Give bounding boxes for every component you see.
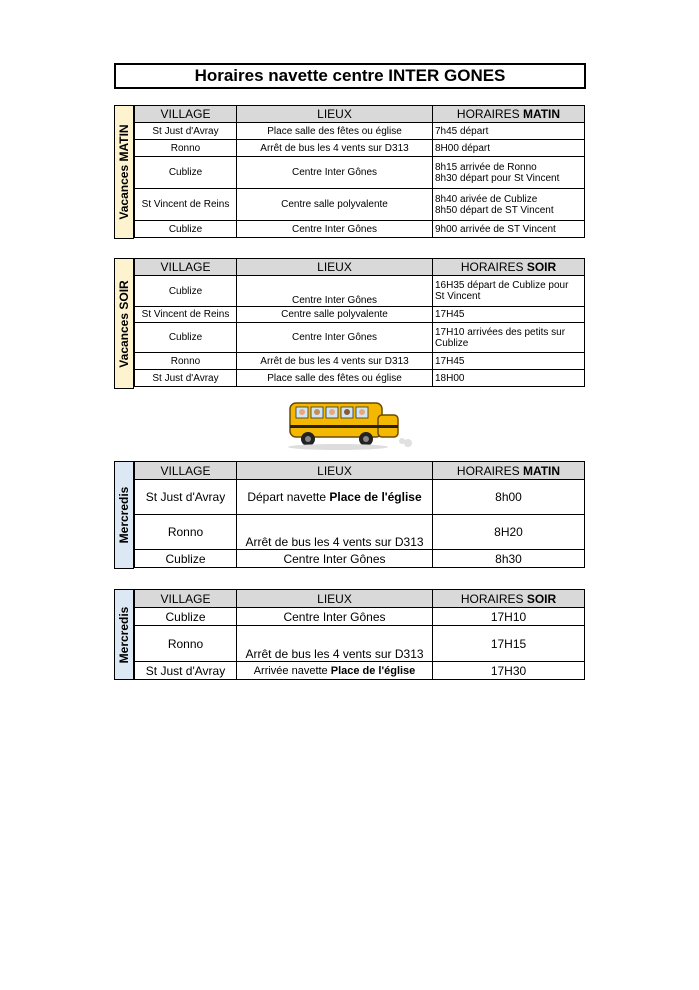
table-row [135, 140, 585, 157]
village-cell: Cublize [135, 276, 237, 307]
table-row [135, 123, 585, 140]
horaire-cell: 9h00 arrivée de ST Vincent [433, 221, 585, 238]
lieu-cell: Centre salle polyvalente [237, 189, 433, 221]
village-cell: Cublize [135, 323, 237, 353]
table-row [135, 662, 585, 680]
table-row [135, 157, 585, 189]
horaire-cell: 17H15 [433, 626, 585, 662]
horaire-cell: 17H30 [433, 662, 585, 680]
header-village: VILLAGE [135, 462, 237, 480]
table-row [135, 550, 585, 568]
table-row [135, 608, 585, 626]
table-row [135, 323, 585, 353]
mercredis-matin-table [134, 461, 585, 568]
header-lieux: LIEUX [237, 259, 433, 276]
lieu-cell: Arrivée navette Place de l'église [237, 662, 433, 680]
header-lieux: LIEUX [237, 462, 433, 480]
table-row [135, 370, 585, 387]
village-cell: Ronno [135, 626, 237, 662]
village-cell: St Vincent de Reins [135, 189, 237, 221]
horaire-cell: 8H20 [433, 515, 585, 550]
header-village: VILLAGE [135, 106, 237, 123]
side-label-vacances-soir: Vacances SOIR [114, 258, 134, 389]
header-lieux: LIEUX [237, 590, 433, 608]
lieu-cell: Arrêt de bus les 4 vents sur D313 [237, 626, 433, 662]
table-header-row [135, 259, 585, 276]
side-label-mercredis-soir: Mercredis [114, 589, 134, 680]
village-cell: Cublize [135, 608, 237, 626]
village-cell: Ronno [135, 353, 237, 370]
village-cell: Ronno [135, 140, 237, 157]
lieu-cell: Place salle des fêtes ou église [237, 123, 433, 140]
lieu-cell: Départ navette Place de l'église [237, 480, 433, 515]
table-row [135, 189, 585, 221]
table-header-row [135, 590, 585, 608]
table-row [135, 626, 585, 662]
horaire-cell: 17H10 arrivées des petits sur Cublize [433, 323, 585, 353]
lieu-cell: Centre Inter Gônes [237, 323, 433, 353]
page-title: Horaires navette centre INTER GONES [114, 63, 586, 89]
header-village: VILLAGE [135, 590, 237, 608]
village-cell: St Just d'Avray [135, 480, 237, 515]
horaire-cell: 8h30 [433, 550, 585, 568]
table-row [135, 515, 585, 550]
lieu-cell: Place salle des fêtes ou église [237, 370, 433, 387]
table-row [135, 307, 585, 323]
village-cell: Cublize [135, 550, 237, 568]
lieu-cell: Centre Inter Gônes [237, 550, 433, 568]
horaire-cell: 16H35 départ de Cublize pour St Vincent [433, 276, 585, 307]
side-label-mercredis-matin: Mercredis [114, 461, 134, 569]
village-cell: Ronno [135, 515, 237, 550]
horaire-cell: 17H10 [433, 608, 585, 626]
header-lieux: LIEUX [237, 106, 433, 123]
vacances-soir-table [134, 258, 585, 387]
village-cell: St Vincent de Reins [135, 307, 237, 323]
horaire-cell: 17H45 [433, 353, 585, 370]
lieu-cell: Centre salle polyvalente [237, 307, 433, 323]
lieu-cell: Centre Inter Gônes [237, 276, 433, 307]
village-cell: Cublize [135, 157, 237, 189]
village-cell: Cublize [135, 221, 237, 238]
lieu-cell: Arrêt de bus les 4 vents sur D313 [237, 515, 433, 550]
horaire-cell: 17H45 [433, 307, 585, 323]
header-horaires: HORAIRES SOIR [433, 590, 585, 608]
horaire-cell: 18H00 [433, 370, 585, 387]
header-horaires: HORAIRES MATIN [433, 106, 585, 123]
side-label-vacances-matin: Vacances MATIN [114, 105, 134, 239]
table-row [135, 353, 585, 370]
horaire-cell: 8h40 arivée de Cublize 8h50 départ de ST Vincent [433, 189, 585, 221]
lieu-cell: Arrêt de bus les 4 vents sur D313 [237, 353, 433, 370]
village-cell: St Just d'Avray [135, 662, 237, 680]
vacances-matin-table [134, 105, 585, 238]
lieu-cell: Centre Inter Gônes [237, 608, 433, 626]
village-cell: St Just d'Avray [135, 123, 237, 140]
header-horaires: HORAIRES MATIN [433, 462, 585, 480]
horaire-cell: 8h00 [433, 480, 585, 515]
lieu-cell: Centre Inter Gônes [237, 157, 433, 189]
horaire-cell: 8H00 départ [433, 140, 585, 157]
school-bus-illustration [278, 397, 418, 453]
header-horaires: HORAIRES SOIR [433, 259, 585, 276]
table-row [135, 276, 585, 307]
mercredis-soir-table [134, 589, 585, 680]
lieu-cell: Arrêt de bus les 4 vents sur D313 [237, 140, 433, 157]
horaire-cell: 8h15 arrivée de Ronno 8h30 départ pour St Vincent [433, 157, 585, 189]
village-cell: St Just d'Avray [135, 370, 237, 387]
horaire-cell: 7h45 départ [433, 123, 585, 140]
header-village: VILLAGE [135, 259, 237, 276]
table-row [135, 480, 585, 515]
table-header-row [135, 106, 585, 123]
table-row [135, 221, 585, 238]
lieu-cell: Centre Inter Gônes [237, 221, 433, 238]
table-header-row [135, 462, 585, 480]
